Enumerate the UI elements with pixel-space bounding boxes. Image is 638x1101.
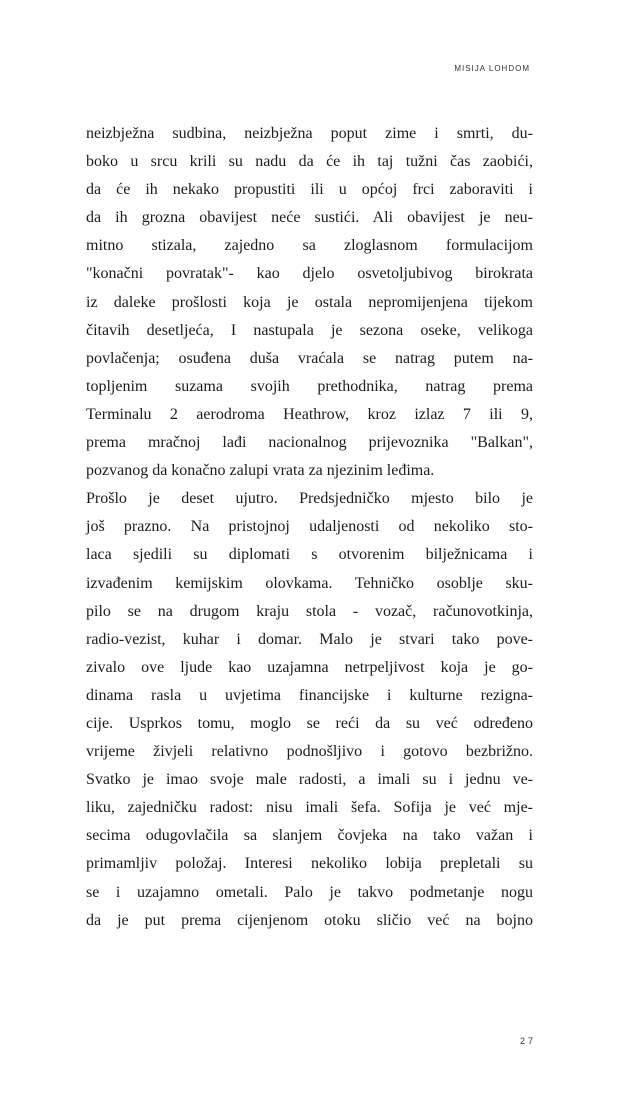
text-line: da je put prema cijenjenom otoku sličio već na bojno (86, 911, 533, 929)
text-line: topljenim suzama svojih prethodnika, natrag prema (86, 377, 533, 395)
text-line: iz daleke prošlosti koja je ostala nepromijenjena tijekom (86, 293, 533, 311)
text-line: primamljiv položaj. Interesi nekoliko lobija prepletali su (86, 855, 533, 873)
page-number: 27 (519, 1036, 536, 1046)
text-line: još prazno. Na pristojnoj udaljenosti od nekoliko sto- (86, 518, 533, 536)
text-line: se i uzajamno ometali. Palo je takvo podmetanje nogu (86, 883, 533, 901)
running-header: MISIJA LOHDOM (454, 64, 530, 73)
text-line: boko u srcu krili su nadu da će ih taj tužni čas zaobići, (86, 153, 533, 171)
text-line: secima odugovlačila sa slanjem čovjeka na tako važan i (86, 827, 533, 845)
text-line: "konačni povratak"- kao djelo osvetoljubivog birokrata (86, 265, 533, 283)
text-line: laca sjedili su diplomati s otvorenim bilježnicama i (86, 546, 533, 564)
text-line: izvađenim kemijskim olovkama. Tehničko osoblje sku- (86, 574, 533, 592)
text-line: povlačenja; osuđena duša vraćala se natrag putem na- (86, 349, 533, 367)
text-line: Svatko je imao svoje male radosti, a imali su i jednu ve- (86, 771, 533, 789)
text-line: Terminalu 2 aerodroma Heathrow, kroz izlaz 7 ili 9, (86, 405, 533, 423)
text-line: čitavih desetljeća, I nastupala je sezona oseke, velikoga (86, 321, 533, 339)
text-line: pozvanog da konačno zalupi vrata za njezinim leđima. (86, 462, 435, 480)
text-line: pilo se na drugom kraju stola - vozač, računovotkinja, (86, 602, 533, 620)
text-line: da ih grozna obavijest neće sustići. Ali obavijest je neu- (86, 209, 533, 227)
body-text (86, 120, 533, 935)
text-line: prema mračnoj lađi nacionalnog prijevoznika "Balkan", (86, 434, 533, 452)
text-line: vrijeme živjeli relativno podnošljivo i gotovo bezbrižno. (86, 743, 533, 761)
text-line: liku, zajedničku radost: nisu imali šefa. Sofija je već mje- (86, 799, 533, 817)
text-line: mitno stizala, zajedno sa zloglasnom formulacijom (86, 237, 533, 255)
text-line: cije. Usprkos tomu, moglo se reći da su već određeno (86, 714, 533, 732)
text-line: neizbježna sudbina, neizbježna poput zime i smrti, du- (86, 125, 533, 142)
text-line: zivalo ove ljude kao uzajamna netrpeljivost koja je go- (86, 658, 533, 676)
text-line: dinama rasla u uvjetima financijske i kulturne rezigna- (86, 686, 533, 704)
text-line: Prošlo je deset ujutro. Predsjedničko mjesto bilo je (86, 490, 533, 508)
text-line: radio-vezist, kuhar i domar. Malo je stvari tako pove- (86, 630, 533, 648)
text-line: da će ih nekako propustiti ili u općoj frci zaboraviti i (86, 181, 533, 199)
